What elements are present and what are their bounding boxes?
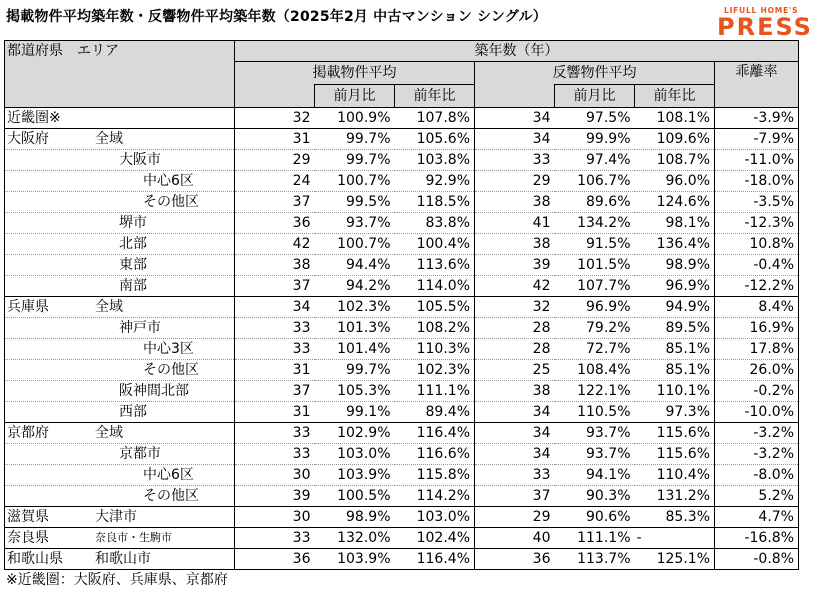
listed-yoy-cell: 118.5% xyxy=(395,192,475,213)
response-mom-cell: 90.6% xyxy=(555,507,635,528)
response-mom-cell: 101.5% xyxy=(555,255,635,276)
listed-age-header-blank xyxy=(235,85,315,108)
table-row xyxy=(5,381,799,402)
listed-mom-cell: 99.1% xyxy=(315,402,395,423)
area-cell xyxy=(5,507,235,528)
listed-age-cell: 37 xyxy=(235,276,315,297)
response-age-cell: 33 xyxy=(475,465,555,486)
response-age-cell: 38 xyxy=(475,381,555,402)
listed-mom-cell: 103.9% xyxy=(315,465,395,486)
listed-yoy-cell: 108.2% xyxy=(395,318,475,339)
area-cell xyxy=(5,381,235,402)
prefecture-label: 滋賀県 xyxy=(7,509,49,525)
gap-rate-header: 乖離率 xyxy=(715,62,799,108)
listed-mom-cell: 100.7% xyxy=(315,234,395,255)
listed-mom-cell: 99.7% xyxy=(315,129,395,150)
listed-mom-cell: 99.7% xyxy=(315,360,395,381)
listed-yoy-header: 前年比 xyxy=(395,85,475,108)
listed-yoy-cell: 114.0% xyxy=(395,276,475,297)
gap-rate-cell: -3.9% xyxy=(715,108,799,129)
response-age-cell: 38 xyxy=(475,234,555,255)
gap-rate-cell: 26.0% xyxy=(715,360,799,381)
table-row xyxy=(5,255,799,276)
response-mom-cell: 106.7% xyxy=(555,171,635,192)
listed-mom-cell: 103.9% xyxy=(315,549,395,570)
listed-age-cell: 33 xyxy=(235,444,315,465)
gap-rate-cell: -10.0% xyxy=(715,402,799,423)
table-row xyxy=(5,423,799,444)
response-mom-cell: 97.5% xyxy=(555,108,635,129)
listed-yoy-cell: 107.8% xyxy=(395,108,475,129)
listed-yoy-cell: 83.8% xyxy=(395,213,475,234)
table-row xyxy=(5,234,799,255)
response-mom-cell: 108.4% xyxy=(555,360,635,381)
prefecture-label: 兵庫県 xyxy=(7,299,49,315)
table-row xyxy=(5,108,799,129)
area-cell xyxy=(5,213,235,234)
prefecture-label: 近畿圏※ xyxy=(7,110,61,126)
table-row xyxy=(5,402,799,423)
listed-mom-cell: 100.9% xyxy=(315,108,395,129)
response-age-cell: 34 xyxy=(475,444,555,465)
response-mom-cell: 111.1% xyxy=(555,528,635,549)
response-yoy-cell: 85.3% xyxy=(635,507,715,528)
area-cell xyxy=(5,339,235,360)
response-yoy-cell: 98.1% xyxy=(635,213,715,234)
listed-mom-cell: 94.2% xyxy=(315,276,395,297)
gap-rate-cell: -0.8% xyxy=(715,549,799,570)
area-label: 全域 xyxy=(95,299,123,315)
response-mom-cell: 89.6% xyxy=(555,192,635,213)
gap-rate-cell: 16.9% xyxy=(715,318,799,339)
listed-mom-cell: 102.3% xyxy=(315,297,395,318)
listed-mom-cell: 103.0% xyxy=(315,444,395,465)
response-mom-cell: 93.7% xyxy=(555,423,635,444)
response-age-cell: 28 xyxy=(475,318,555,339)
gap-rate-cell: -18.0% xyxy=(715,171,799,192)
table-row xyxy=(5,486,799,507)
area-cell xyxy=(5,192,235,213)
listed-mom-cell: 98.9% xyxy=(315,507,395,528)
listed-age-cell: 31 xyxy=(235,402,315,423)
table-row xyxy=(5,339,799,360)
gap-rate-cell: -8.0% xyxy=(715,465,799,486)
area-label: 堺市 xyxy=(119,215,147,231)
listed-yoy-cell: 105.5% xyxy=(395,297,475,318)
response-age-cell: 28 xyxy=(475,339,555,360)
listed-yoy-cell: 114.2% xyxy=(395,486,475,507)
area-cell xyxy=(5,318,235,339)
response-age-cell: 41 xyxy=(475,213,555,234)
area-label: 中心6区 xyxy=(143,173,194,189)
response-age-cell: 34 xyxy=(475,108,555,129)
response-age-header-blank xyxy=(475,85,555,108)
listed-yoy-cell: 102.3% xyxy=(395,360,475,381)
listed-yoy-cell: 116.4% xyxy=(395,423,475,444)
listed-age-cell: 36 xyxy=(235,213,315,234)
listed-age-cell: 42 xyxy=(235,234,315,255)
brand-logo xyxy=(710,6,813,41)
prefecture-label: 京都府 xyxy=(7,425,49,441)
response-mom-cell: 134.2% xyxy=(555,213,635,234)
listed-age-cell: 33 xyxy=(235,318,315,339)
listed-yoy-cell: 100.4% xyxy=(395,234,475,255)
prefecture-label: 和歌山県 xyxy=(7,551,63,567)
listed-yoy-cell: 110.3% xyxy=(395,339,475,360)
area-cell xyxy=(5,486,235,507)
listed-mom-cell: 93.7% xyxy=(315,213,395,234)
gap-rate-cell: 8.4% xyxy=(715,297,799,318)
area-cell xyxy=(5,465,235,486)
table-row xyxy=(5,444,799,465)
area-cell xyxy=(5,297,235,318)
area-label: 全域 xyxy=(95,131,123,147)
response-yoy-cell: 115.6% xyxy=(635,444,715,465)
table-row xyxy=(5,360,799,381)
response-yoy-cell: 85.1% xyxy=(635,339,715,360)
listed-mom-cell: 105.3% xyxy=(315,381,395,402)
listed-mom-cell: 99.5% xyxy=(315,192,395,213)
listed-age-cell: 37 xyxy=(235,381,315,402)
area-label: その他区 xyxy=(143,362,199,378)
area-label: 大津市 xyxy=(95,509,137,525)
area-cell xyxy=(5,423,235,444)
response-yoy-cell: 115.6% xyxy=(635,423,715,444)
response-yoy-cell: 96.9% xyxy=(635,276,715,297)
listed-age-cell: 33 xyxy=(235,339,315,360)
response-yoy-cell: 108.7% xyxy=(635,150,715,171)
listed-age-cell: 31 xyxy=(235,360,315,381)
listed-age-cell: 34 xyxy=(235,297,315,318)
response-mom-cell: 79.2% xyxy=(555,318,635,339)
response-mom-cell: 91.5% xyxy=(555,234,635,255)
response-yoy-cell: 131.2% xyxy=(635,486,715,507)
area-label: 阪神間北部 xyxy=(119,383,189,399)
listed-yoy-cell: 103.8% xyxy=(395,150,475,171)
response-age-cell: 34 xyxy=(475,129,555,150)
response-age-cell: 42 xyxy=(475,276,555,297)
area-label: 大阪市 xyxy=(119,152,161,168)
response-yoy-cell: 97.3% xyxy=(635,402,715,423)
response-age-cell: 34 xyxy=(475,423,555,444)
listed-yoy-cell: 102.4% xyxy=(395,528,475,549)
listed-age-cell: 32 xyxy=(235,108,315,129)
table-row xyxy=(5,150,799,171)
response-mom-cell: 97.4% xyxy=(555,150,635,171)
gap-rate-cell: -3.5% xyxy=(715,192,799,213)
gap-rate-cell: -11.0% xyxy=(715,150,799,171)
listed-age-cell: 38 xyxy=(235,255,315,276)
response-age-cell: 37 xyxy=(475,486,555,507)
table-row xyxy=(5,549,799,570)
table-row xyxy=(5,192,799,213)
response-mom-cell: 90.3% xyxy=(555,486,635,507)
table-row xyxy=(5,528,799,549)
prefecture-label: 奈良県 xyxy=(7,530,49,546)
response-yoy-cell: 110.1% xyxy=(635,381,715,402)
response-yoy-cell: 98.9% xyxy=(635,255,715,276)
listed-yoy-cell: 113.6% xyxy=(395,255,475,276)
gap-rate-cell: -12.2% xyxy=(715,276,799,297)
listed-yoy-cell: 89.4% xyxy=(395,402,475,423)
response-yoy-cell: - xyxy=(635,528,715,549)
listed-mom-cell: 101.3% xyxy=(315,318,395,339)
table-row xyxy=(5,129,799,150)
table-row xyxy=(5,318,799,339)
table-row xyxy=(5,297,799,318)
listed-mom-cell: 99.7% xyxy=(315,150,395,171)
table-row xyxy=(5,507,799,528)
response-age-cell: 40 xyxy=(475,528,555,549)
prefecture-label: 大阪府 xyxy=(7,131,49,147)
area-cell xyxy=(5,150,235,171)
listed-age-cell: 31 xyxy=(235,129,315,150)
listed-mom-cell: 101.4% xyxy=(315,339,395,360)
gap-rate-cell: 10.8% xyxy=(715,234,799,255)
gap-rate-cell: -16.8% xyxy=(715,528,799,549)
listed-age-cell: 36 xyxy=(235,549,315,570)
area-cell xyxy=(5,234,235,255)
response-age-cell: 25 xyxy=(475,360,555,381)
response-age-cell: 29 xyxy=(475,507,555,528)
response-yoy-cell: 108.1% xyxy=(635,108,715,129)
listed-yoy-cell: 105.6% xyxy=(395,129,475,150)
area-label: 北部 xyxy=(119,236,147,252)
response-yoy-cell: 110.4% xyxy=(635,465,715,486)
response-age-cell: 33 xyxy=(475,150,555,171)
area-label: 中心3区 xyxy=(143,341,194,357)
response-mom-cell: 99.9% xyxy=(555,129,635,150)
area-label: その他区 xyxy=(143,488,199,504)
listed-mom-cell: 102.9% xyxy=(315,423,395,444)
listed-age-cell: 39 xyxy=(235,486,315,507)
listed-age-cell: 30 xyxy=(235,465,315,486)
response-mom-header: 前月比 xyxy=(555,85,635,108)
table-row xyxy=(5,213,799,234)
response-mom-cell: 107.7% xyxy=(555,276,635,297)
response-age-cell: 34 xyxy=(475,402,555,423)
listed-average-header: 掲載物件平均 xyxy=(235,62,475,85)
response-yoy-cell: 85.1% xyxy=(635,360,715,381)
gap-rate-cell: 5.2% xyxy=(715,486,799,507)
response-yoy-cell: 124.6% xyxy=(635,192,715,213)
gap-rate-cell: 17.8% xyxy=(715,339,799,360)
area-column-header: 都道府県 エリア xyxy=(5,41,235,108)
listed-yoy-cell: 103.0% xyxy=(395,507,475,528)
gap-rate-cell: -3.2% xyxy=(715,444,799,465)
listed-yoy-cell: 116.6% xyxy=(395,444,475,465)
listed-yoy-cell: 115.8% xyxy=(395,465,475,486)
listed-age-cell: 30 xyxy=(235,507,315,528)
response-mom-cell: 113.7% xyxy=(555,549,635,570)
response-yoy-cell: 89.5% xyxy=(635,318,715,339)
listed-yoy-cell: 111.1% xyxy=(395,381,475,402)
listed-mom-cell: 100.7% xyxy=(315,171,395,192)
gap-rate-cell: -7.9% xyxy=(715,129,799,150)
age-group-header: 築年数（年） xyxy=(235,41,799,62)
area-cell xyxy=(5,360,235,381)
response-mom-cell: 110.5% xyxy=(555,402,635,423)
response-age-cell: 39 xyxy=(475,255,555,276)
area-label: 南部 xyxy=(119,278,147,294)
response-age-cell: 32 xyxy=(475,297,555,318)
gap-rate-cell: -12.3% xyxy=(715,213,799,234)
area-cell xyxy=(5,129,235,150)
area-cell xyxy=(5,444,235,465)
table-body xyxy=(5,108,799,570)
table-row xyxy=(5,276,799,297)
area-cell xyxy=(5,549,235,570)
listed-age-cell: 33 xyxy=(235,423,315,444)
area-cell xyxy=(5,255,235,276)
response-yoy-cell: 96.0% xyxy=(635,171,715,192)
listed-age-cell: 37 xyxy=(235,192,315,213)
response-age-cell: 38 xyxy=(475,192,555,213)
table-row xyxy=(5,171,799,192)
area-label: 和歌山市 xyxy=(95,551,151,567)
response-age-cell: 29 xyxy=(475,171,555,192)
response-yoy-cell: 136.4% xyxy=(635,234,715,255)
response-mom-cell: 72.7% xyxy=(555,339,635,360)
area-label: 西部 xyxy=(119,404,147,420)
area-cell xyxy=(5,276,235,297)
listed-mom-cell: 132.0% xyxy=(315,528,395,549)
area-label: 神戸市 xyxy=(119,320,161,336)
response-yoy-cell: 94.9% xyxy=(635,297,715,318)
listed-mom-cell: 100.5% xyxy=(315,486,395,507)
area-cell xyxy=(5,171,235,192)
response-yoy-cell: 109.6% xyxy=(635,129,715,150)
area-label: 全域 xyxy=(95,425,123,441)
listed-yoy-cell: 116.4% xyxy=(395,549,475,570)
area-cell xyxy=(5,402,235,423)
area-cell xyxy=(5,528,235,549)
area-cell xyxy=(5,108,235,129)
area-label: 京都市 xyxy=(119,446,161,462)
response-mom-cell: 93.7% xyxy=(555,444,635,465)
area-label: 中心6区 xyxy=(143,467,194,483)
area-label: 東部 xyxy=(119,257,147,273)
area-label: その他区 xyxy=(143,194,199,210)
gap-rate-cell: -0.4% xyxy=(715,255,799,276)
logo-top-text: LIFULL HOME'S xyxy=(724,6,799,15)
gap-rate-cell: -3.2% xyxy=(715,423,799,444)
area-label: 奈良市・生駒市 xyxy=(95,531,172,544)
gap-rate-cell: -0.2% xyxy=(715,381,799,402)
table-row xyxy=(5,465,799,486)
listed-mom-cell: 94.4% xyxy=(315,255,395,276)
response-average-header: 反響物件平均 xyxy=(475,62,715,85)
response-mom-cell: 96.9% xyxy=(555,297,635,318)
listed-yoy-cell: 92.9% xyxy=(395,171,475,192)
listed-mom-header: 前月比 xyxy=(315,85,395,108)
response-yoy-cell: 125.1% xyxy=(635,549,715,570)
listed-age-cell: 33 xyxy=(235,528,315,549)
gap-rate-cell: 4.7% xyxy=(715,507,799,528)
listed-age-cell: 29 xyxy=(235,150,315,171)
response-mom-cell: 94.1% xyxy=(555,465,635,486)
logo-main-text: PRESS xyxy=(717,13,813,41)
response-age-cell: 36 xyxy=(475,549,555,570)
listed-age-cell: 24 xyxy=(235,171,315,192)
data-table xyxy=(4,40,799,570)
response-mom-cell: 122.1% xyxy=(555,381,635,402)
page-title: 掲載物件平均築年数・反響物件平均築年数（2025年2月 中古マンション シングル） xyxy=(6,9,547,25)
response-yoy-header: 前年比 xyxy=(635,85,715,108)
footnote: ※近畿圏：大阪府、兵庫県、京都府 xyxy=(6,572,228,588)
